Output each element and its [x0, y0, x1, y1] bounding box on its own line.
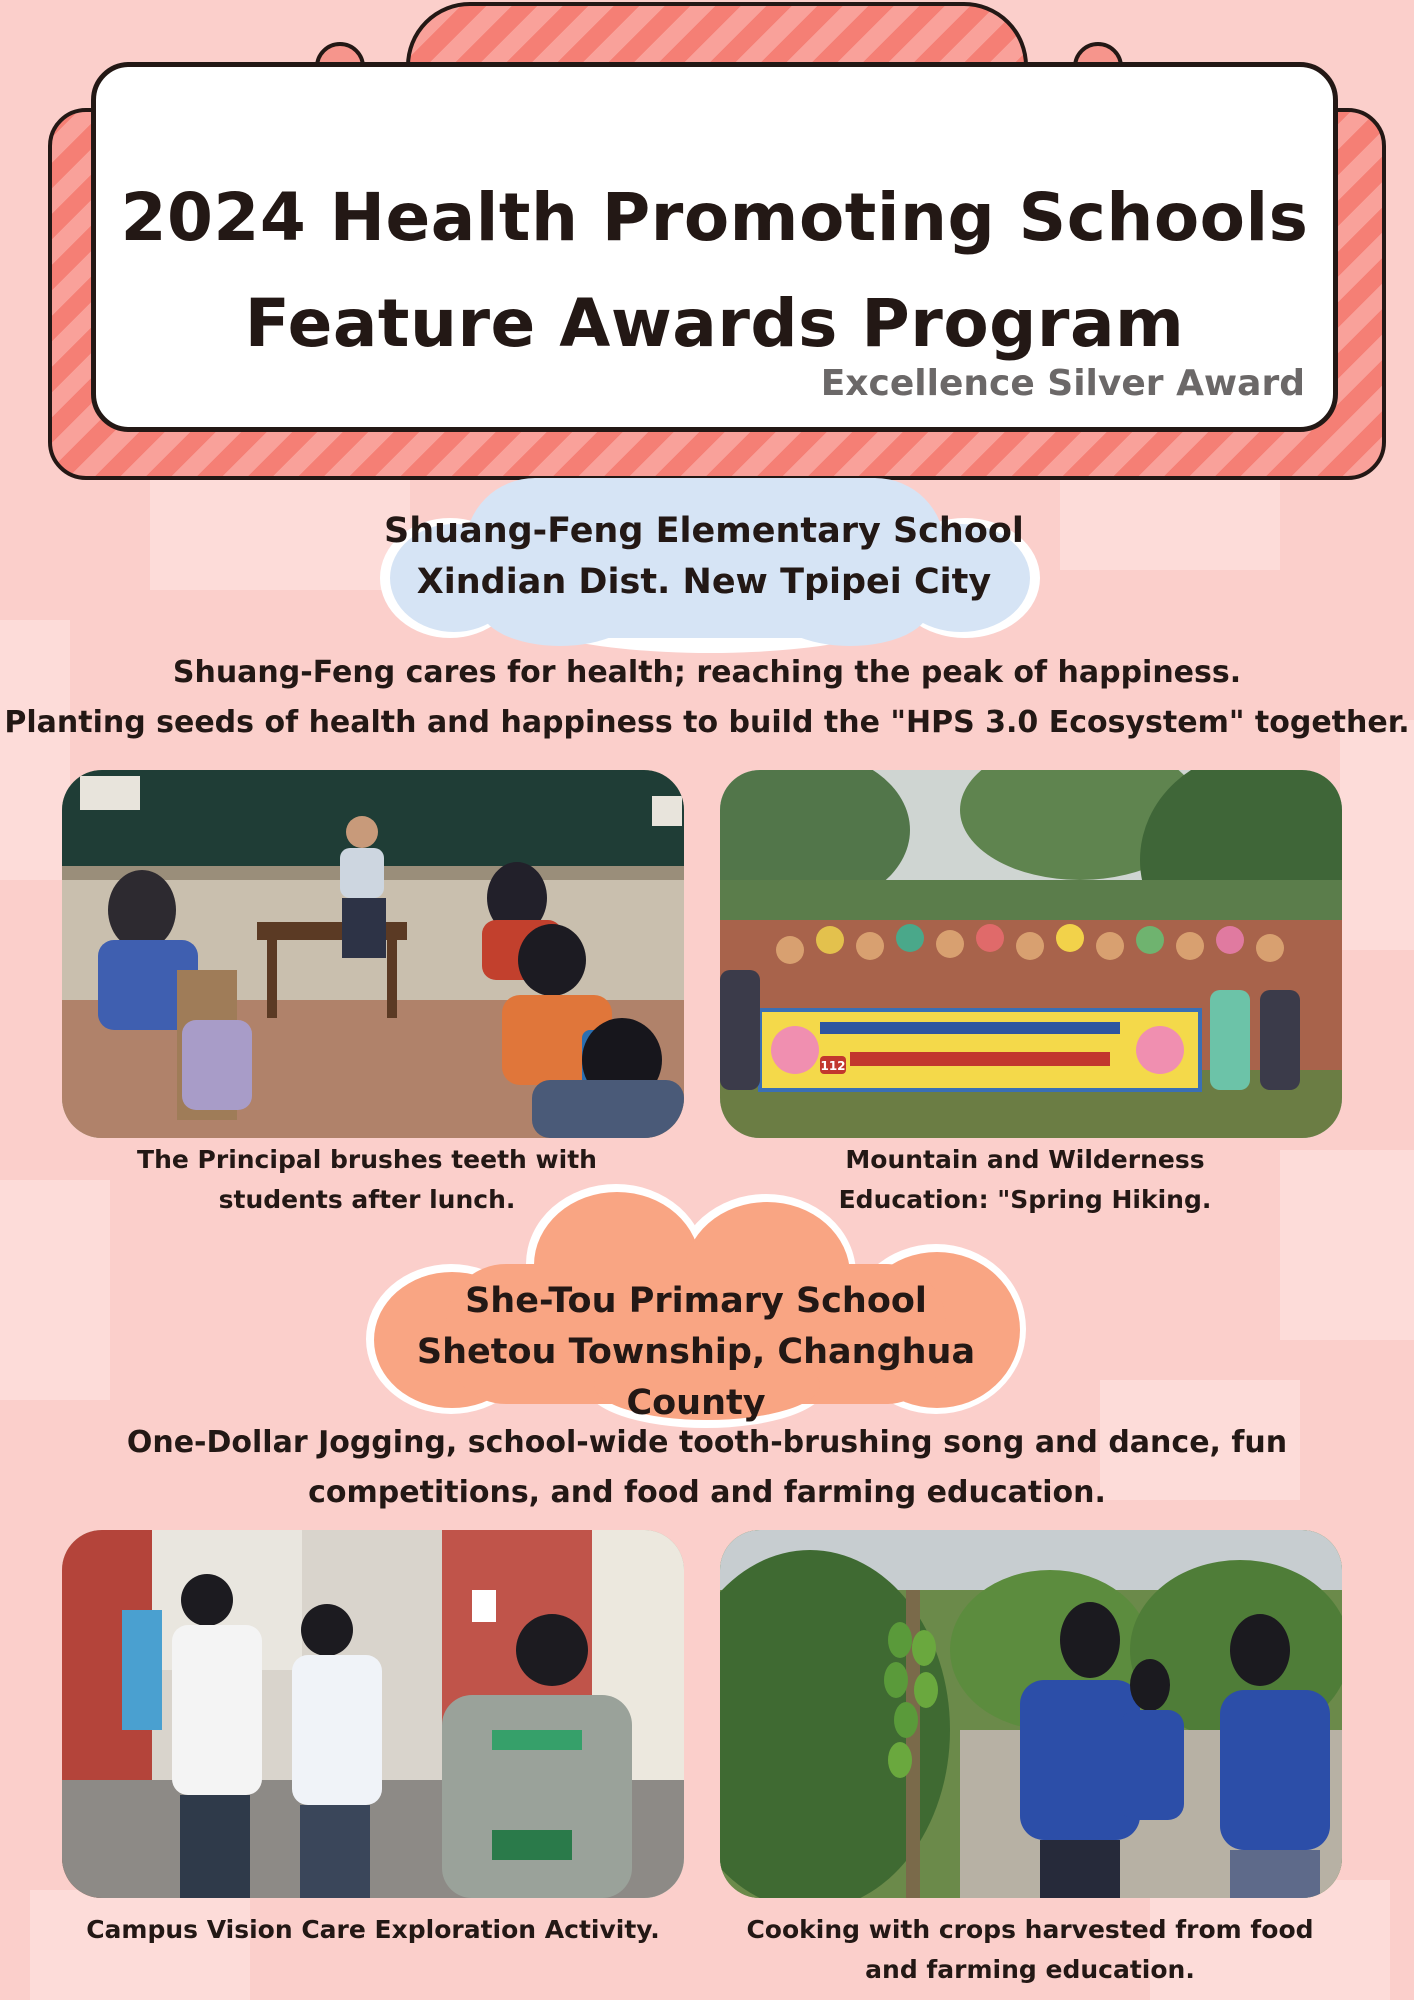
photo1-caption-line-1: The Principal brushes teeth with [137, 1145, 597, 1174]
school2-tagline-line-2: competitions, and food and farming education. [308, 1475, 1106, 1510]
photo1-caption-line-2: students after lunch. [218, 1185, 516, 1214]
title-line-1: 2024 Health Promoting Schools [120, 179, 1309, 256]
school2-heading [366, 1276, 1026, 1429]
school1-name: Shuang-Feng Elementary School [384, 511, 1024, 551]
photo-vision-care [62, 1530, 684, 1898]
photo-spring-hiking [720, 770, 1342, 1138]
photo2-caption-line-1: Mountain and Wilderness [845, 1145, 1205, 1174]
school2-location: Shetou Township, Changhua County [416, 1332, 976, 1423]
photo-food-farming [720, 1530, 1342, 1898]
school1-heading [370, 506, 1038, 608]
school2-cloud [366, 1184, 1026, 1424]
school1-tagline-line-1: Shuang-Feng cares for health; reaching the peak of happiness. [172, 655, 1242, 690]
photo2-caption-line-2: Education: "Spring Hiking. [838, 1185, 1212, 1214]
photo-principal-brushing [62, 770, 684, 1138]
photo4-caption-line-2: and farming education. [865, 1955, 1195, 1984]
school1-tagline-line-2: Planting seeds of health and happiness to build the "HPS 3.0 Ecosystem" together. [4, 705, 1410, 740]
school2-name: She-Tou Primary School [465, 1281, 927, 1321]
bg-block [1340, 720, 1414, 950]
school1-tagline [0, 648, 1414, 748]
award-label: Excellence Silver Award [820, 363, 1305, 404]
photo3-caption: Campus Vision Care Exploration Activity. [86, 1915, 660, 1944]
school2-tagline [0, 1418, 1414, 1518]
school1-location: Xindian Dist. New Tpipei City [416, 562, 992, 602]
page-title [96, 165, 1333, 377]
school2-tagline-line-1: One-Dollar Jogging, school-wide tooth-brushing song and dance, fun [126, 1425, 1288, 1460]
header-card [91, 62, 1338, 432]
title-line-2: Feature Awards Program [244, 285, 1185, 362]
school1-cloud [370, 478, 1038, 648]
photo4-caption [730, 1910, 1330, 1990]
banner-number: 112 [820, 1059, 846, 1073]
photo4-caption-line-1: Cooking with crops harvested from food [746, 1915, 1314, 1944]
